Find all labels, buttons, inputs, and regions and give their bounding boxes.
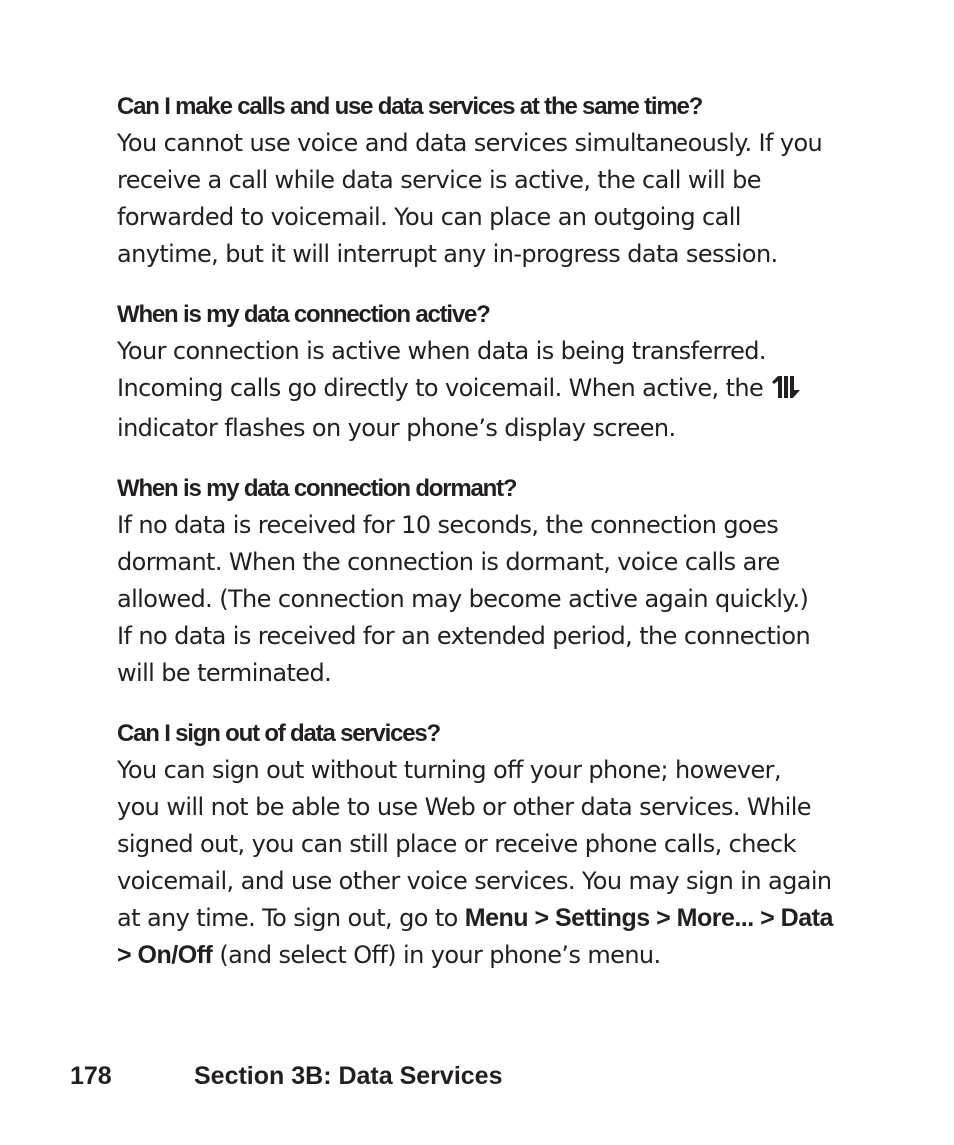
data-active-icon [769,373,803,410]
answer-line-menu-path-end [117,937,887,974]
question-heading: Can I sign out of data services? [117,720,441,747]
answer-line: forwarded to voicemail. You can place an outgoing call [117,203,741,231]
answer-paragraph [117,507,887,692]
answer-line: allowed. (The connection may become active again quickly.) [117,585,809,613]
answer-line: anytime, but it will interrupt any in-progress data session. [117,240,778,268]
answer-line: you will not be able to use Web or other data services. While [117,793,811,821]
answer-line: signed out, you can still place or receive phone calls, check [117,830,796,858]
section-title: Section 3B: Data Services [194,1062,503,1090]
qa-block-connection-dormant [117,470,887,692]
answer-paragraph [117,125,887,273]
question-heading: When is my data connection dormant? [117,475,517,502]
answer-line: dormant. When the connection is dormant, voice calls are [117,548,780,576]
answer-line: You can sign out without turning off your phone; however, [117,756,781,784]
answer-text: (and select Off) in your phone’s menu. [212,941,661,969]
answer-line-text: Incoming calls go directly to voicemail. When active, the [117,374,764,402]
answer-line: receive a call while data service is active, the call will be [117,166,761,194]
answer-line-with-icon [117,370,887,410]
menu-path-bold: > On/Off [117,941,213,969]
answer-line: You cannot use voice and data services simultaneously. If you [117,129,823,157]
answer-text: at any time. To sign out, go to [117,904,465,932]
answer-paragraph [117,333,887,447]
question-heading: Can I make calls and use data services at the same time? [117,93,703,120]
answer-line: If no data is received for 10 seconds, the connection goes [117,511,779,539]
answer-line: indicator flashes on your phone’s display screen. [117,414,676,442]
question-heading: When is my data connection active? [117,301,490,328]
menu-path-bold: Menu > Settings > More... > Data [464,904,833,932]
answer-line: If no data is received for an extended period, the connection [117,622,811,650]
page-content [117,88,887,997]
qa-block-sign-out [117,715,887,974]
qa-block-calls-and-data [117,88,887,273]
page-footer [70,1062,502,1091]
answer-paragraph [117,752,887,974]
qa-block-connection-active [117,296,887,447]
answer-line: will be terminated. [117,659,332,687]
answer-line: voicemail, and use other voice services. You may sign in again [117,867,832,895]
answer-line: Your connection is active when data is being transferred. [117,337,766,365]
answer-line-menu-path [117,900,887,937]
page-number: 178 [70,1062,112,1090]
